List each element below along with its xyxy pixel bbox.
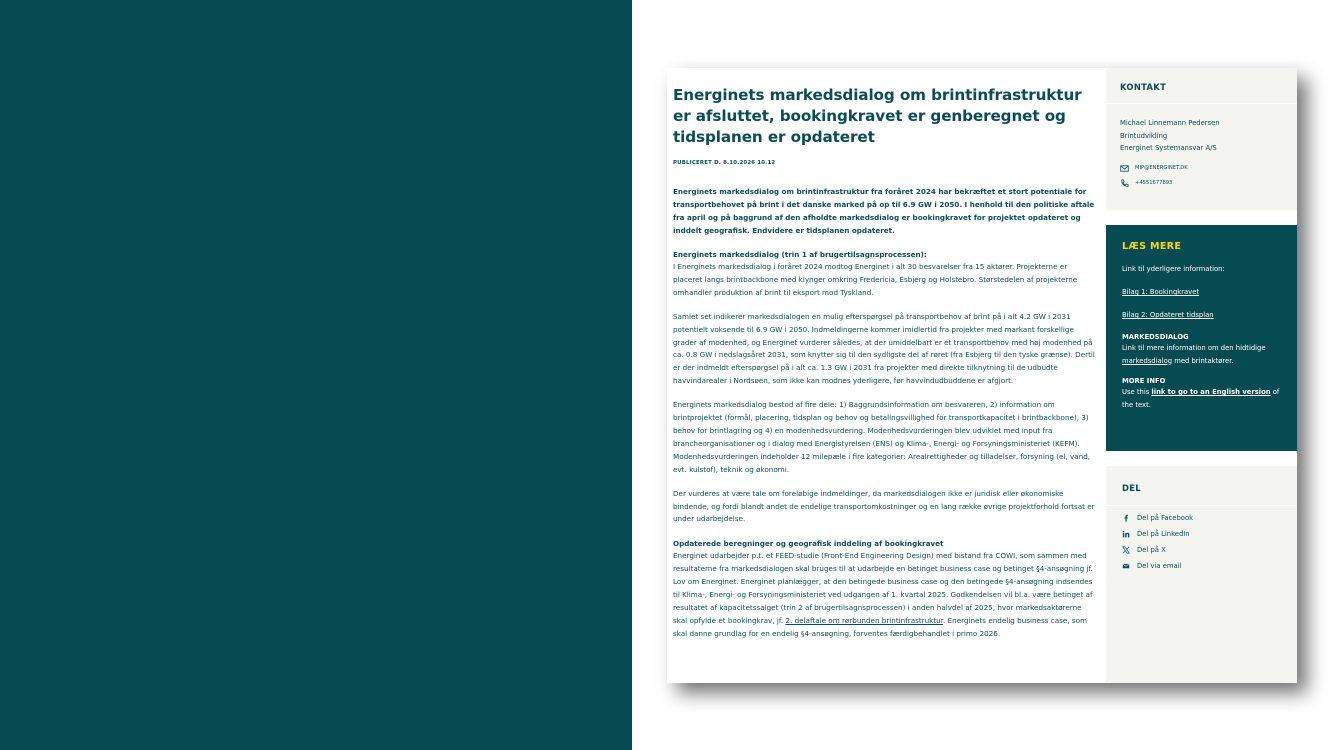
phone-icon — [1120, 179, 1129, 188]
article-page-card — [667, 68, 1297, 683]
more-info-text — [1122, 386, 1283, 411]
share-x-label: Del på X — [1137, 546, 1166, 554]
share-facebook[interactable] — [1122, 514, 1283, 522]
left-teal-panel — [0, 0, 632, 750]
share-divider — [1106, 505, 1297, 506]
laes-mere-intro: Link til yderligere information: — [1122, 265, 1225, 273]
contact-department: Brintudvikling — [1120, 131, 1168, 140]
published-date: PUBLICERET D. 8.10.2026 10.12 — [673, 160, 776, 166]
markedsdialog-text — [1122, 342, 1283, 367]
delaftale-link[interactable]: 2. delaftale om rørbunden brintinfrastruktur — [785, 615, 944, 625]
share-x[interactable] — [1122, 546, 1283, 554]
markedsdialog-text-b: med brintaktører. — [1172, 356, 1234, 365]
contact-divider — [1106, 103, 1297, 104]
paragraph-2: Samlet set indikerer markedsdialogen en mulig efterspørgsel på transportbehov af brint på i alt 4.2 GW i 2031 potentielt voksende til 6.9 GW i 2050. Indmeldingerne kommer imidlertid fra projekter med markant forskellige grader af modenhed, og Energinet vurderer således, at der umiddelbart er et transportbehov med høj modenhed på ca. 0.8 GW i nedslagsåret 2031, som knytter sig til den sydligste del af røret (fra Esbjerg til den tyske grænse). Dertil er der indmeldt efterspørgsel på i alt ca. 1.3 GW i 2031 fra projekter med direkte tilknytning til de udbudte havvindarealer i Nordsøen, som ikke kan modnes yderligere, før havvindudbuddene er afgjort. — [673, 311, 1095, 386]
contact-phone: +4551677893 — [1135, 180, 1173, 186]
more-info-text-a: Use this — [1122, 388, 1152, 396]
section-heading-beregninger: Opdaterede beregninger og geografisk inddeling af bookingkravet — [673, 539, 944, 549]
article-title: Energinets markedsdialog om brintinfrastruktur er afsluttet, bookingkravet er genberegnet og tidsplanen er opdateret — [673, 86, 1082, 146]
contact-company: Energinet Systemansvar A/S — [1120, 144, 1217, 152]
linkedin-icon — [1122, 530, 1130, 538]
paragraph-3: Energinets markedsdialog bestod af fire dele: 1) Baggrundsinformation om besvareren, 2) information om brintprojektet (formål, placering, tidsplan og behov og betalingsvillighed for transportkapacitet i brintbackbone), 3) behov for brintlagring og 4) en modenhedsvurdering. Modenhedsvurderingen blev udviklet med input fra brancheorganisationer og i dialog med Energistyrelsen (ENS) og Klima-, Energi- og Forsyningsministeriet (KEFM). Modenhedsvurderingen indeholder 12 milepæle i fire kategorier: Arealrettigheder og tilladelser, forsyning (el, vand, evt. kulstof), teknik og økonomi. — [673, 400, 1091, 474]
paragraph-5 — [673, 550, 1096, 640]
share-facebook-label: Del på Facebook — [1137, 514, 1194, 522]
contact-phone-row[interactable] — [1120, 179, 1283, 188]
share-linkedin[interactable] — [1122, 530, 1283, 538]
share-heading: DEL — [1122, 483, 1141, 493]
article-lead: Energinets markedsdialog om brintinfrastruktur fra foråret 2024 har bekræftet et stort potentiale for transportbehovet på brint i det danske marked på op til 6.9 GW i 2050. I henhold til den politiske aftale fra april og på baggrund af den afholdte markedsdialog er bookingkravet for projektet opdateret og inddelt geografisk. Endvidere er tidsplanen opdateret. — [673, 187, 1095, 235]
contact-email: MIP@ENERGINET.DK — [1135, 165, 1188, 171]
paragraph-1: I Energinets markedsdialog i foråret 2024 modtog Energinet i alt 30 besvarelser fra 15 aktører. Projekterne er placeret langs brintbackbone med klynger omkring Fredericia, Esbjerg og Holstebro. Størstedelen af projekterne omhandler produktion af brint til eksport mod Tyskland. — [673, 262, 1078, 297]
section-heading-markedsdialog: Energinets markedsdialog (trin 1 af brugertilsagnsprocessen): — [673, 250, 927, 259]
markedsdialog-title: MARKEDSDIALOG — [1122, 333, 1189, 341]
laes-mere-heading: LÆS MERE — [1122, 241, 1182, 252]
paragraph-4: Der vurderes at være tale om foreløbige indmeldinger, da markedsdialogen ikke er juridisk eller økonomiske bindende, og fordi blandt andet de endelige transportomkostninger og en lang række øvrige projektforhold fortsat er under udarbejdelse. — [673, 488, 1095, 524]
paragraph-5-text-b: . Energinets endelig business case, som skal danne grundlag for en endelig §4-ansøgning, forventes færdigbehandlet i primo 2026. — [673, 615, 1087, 638]
contact-box — [1106, 68, 1297, 210]
contact-email-row[interactable] — [1120, 164, 1283, 173]
paragraph-5-text-a: Energinet udarbejder p.t. et FEED-studie (Front-End Engineering Design) med bistand fra COWI, som sammen med resultaterne fra markedsdialogen skal bruges til at udarbejde en betinget business case og betinget §4-ansøgning jf. Lov om Energinet. Energinet planlægger, at den betingede business case og den betingede §4-ansøgning indsendes til Klima-, Energi- og Forsyningsministeriet ved udgangen af 1. kvartal 2025. Godkendelsen vil bl.a. være betinget af resultatet af kapacitetssalget (trin 2 af brugertilsagnsprocessen) i anden halvdel af 2025, hvor markedsaktørerne skal opfylde et bookingkrav, jf. — [673, 551, 1093, 625]
english-version-link[interactable]: link to go to an English version — [1151, 388, 1271, 396]
envelope-icon — [1120, 164, 1129, 173]
more-info-text-b: of the text. — [1122, 388, 1280, 409]
facebook-icon — [1122, 514, 1130, 522]
contact-person — [1120, 117, 1283, 155]
share-linkedin-label: Del på LinkedIn — [1137, 530, 1190, 538]
article-body — [667, 68, 1106, 683]
x-logo-icon — [1122, 546, 1130, 554]
more-info-title: MORE INFO — [1122, 377, 1166, 385]
markedsdialog-text-a: Link til mere information om den hidtidige — [1122, 344, 1266, 352]
contact-name: Michael Linnemann Pedersen — [1120, 119, 1220, 127]
sidebar — [1106, 68, 1297, 683]
bilag-2-link[interactable]: Bilag 2: Opdateret tidsplan — [1122, 311, 1214, 319]
sidebar-spacer-2 — [1106, 451, 1297, 466]
share-email-label: Del via email — [1137, 562, 1182, 570]
laes-mere-box — [1106, 225, 1297, 451]
share-email[interactable] — [1122, 562, 1283, 570]
bilag-1-link[interactable]: Bilag 1: Bookingkravet — [1122, 288, 1200, 296]
contact-heading: KONTAKT — [1120, 82, 1167, 92]
markedsdialog-link[interactable]: markedsdialog — [1122, 356, 1173, 365]
share-box — [1106, 466, 1297, 683]
email-icon — [1122, 562, 1130, 570]
sidebar-spacer — [1106, 210, 1297, 225]
